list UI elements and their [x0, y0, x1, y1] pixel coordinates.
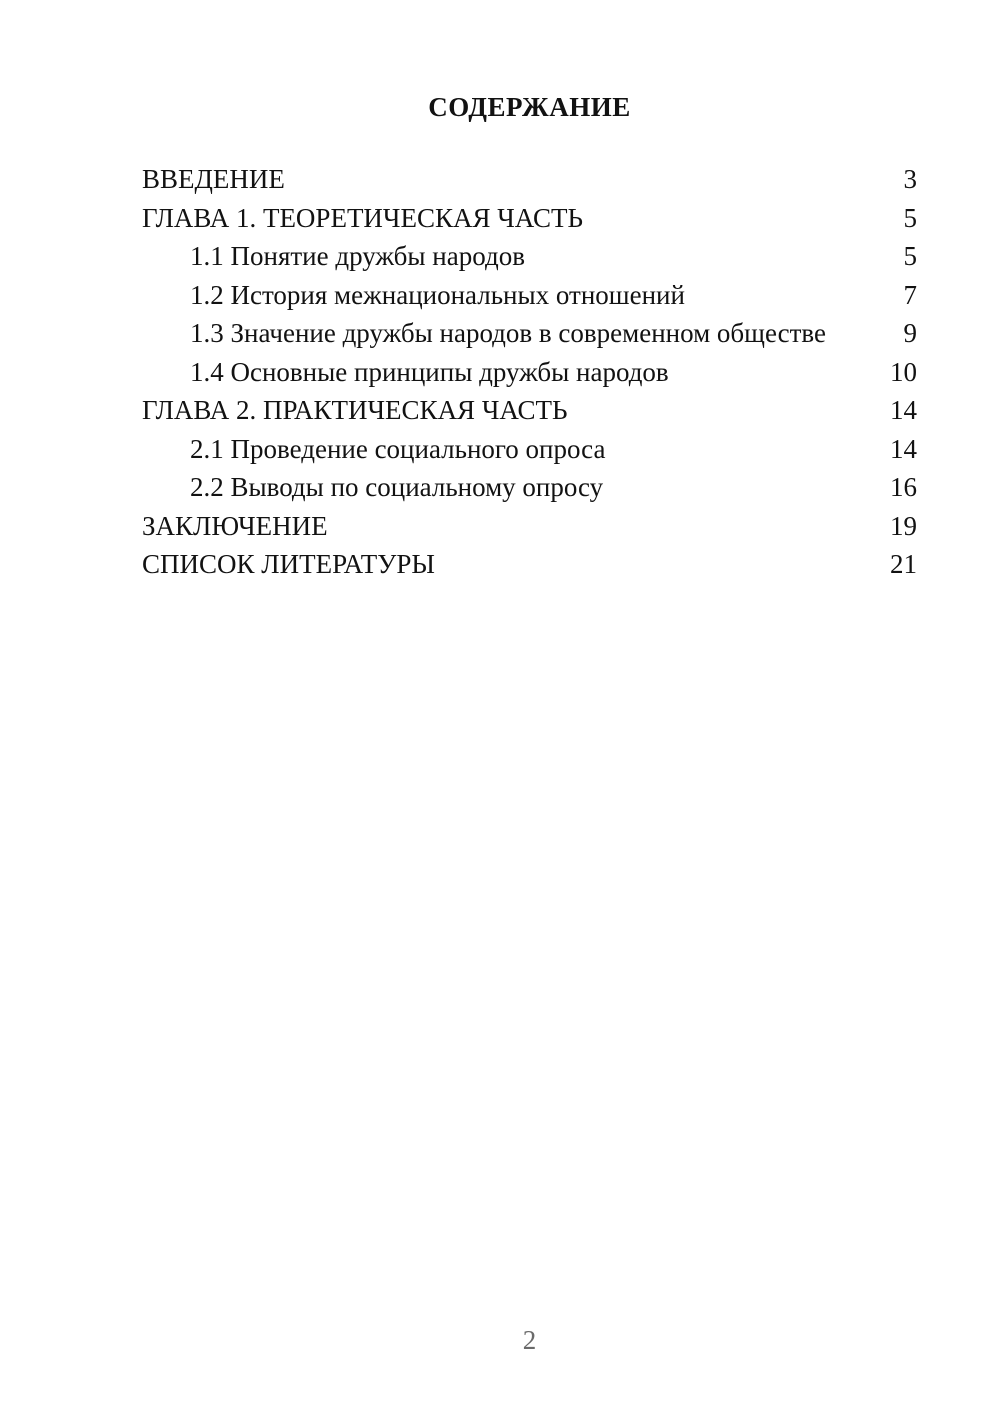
toc-entry [142, 276, 917, 315]
toc-entry [142, 391, 917, 430]
toc-entry-page-number: 5 [903, 202, 917, 233]
toc-entry-page-number: 9 [903, 318, 917, 348]
toc-entry-page-number: 10 [890, 356, 917, 387]
toc-entry [142, 507, 917, 546]
toc-entry-label: 1.2 История межнациональных отношений [190, 279, 685, 310]
toc-entry-page-number: 7 [903, 279, 917, 310]
toc-entry-label: 2.2 Выводы по социальному опросу [190, 472, 604, 502]
toc-entry-page-number: 14 [890, 395, 917, 425]
toc-entry [142, 314, 917, 353]
toc-entry-label: ЗАКЛЮЧЕНИЕ [142, 510, 328, 541]
toc-entry-page-number: 3 [903, 164, 917, 194]
toc-entry-page-number: 21 [890, 549, 917, 579]
toc-entry-page-number: 5 [903, 241, 917, 271]
toc-entry-page-number: 19 [890, 510, 917, 541]
toc-entry [142, 430, 917, 469]
toc-entry [142, 237, 917, 276]
toc-entry-page-number: 16 [890, 472, 917, 502]
toc-entry-label: ГЛАВА 1. ТЕОРЕТИЧЕСКАЯ ЧАСТЬ [142, 202, 583, 233]
toc-entry-label: 1.3 Значение дружбы народов в современном обществе [190, 318, 826, 348]
toc-entry-label: ГЛАВА 2. ПРАКТИЧЕСКАЯ ЧАСТЬ [142, 395, 568, 425]
toc-entry [142, 160, 917, 199]
toc-entry-label: ВВЕДЕНИЕ [142, 164, 285, 194]
toc-entry-label: 1.4 Основные принципы дружбы народов [190, 356, 669, 387]
toc-entry-label: СПИСОК ЛИТЕРАТУРЫ [142, 549, 435, 579]
toc-entry [142, 545, 917, 584]
toc-entry [142, 199, 917, 238]
table-of-contents [142, 160, 917, 584]
toc-entry-label: 1.1 Понятие дружбы народов [190, 241, 525, 271]
toc-entry [142, 468, 917, 507]
page-number: 2 [522, 1325, 537, 1355]
page-title: СОДЕРЖАНИЕ [428, 92, 631, 122]
toc-entry-label: 2.1 Проведение социального опроса [190, 433, 606, 464]
toc-entry-page-number: 14 [890, 433, 917, 464]
toc-entry [142, 353, 917, 392]
